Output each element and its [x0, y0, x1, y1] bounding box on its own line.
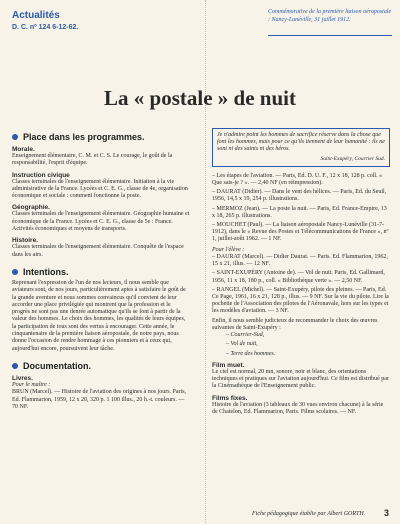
geographie-text: Classes terminales de l'enseignement élémentaire. Géographie humaine et économique de la France. Lycées et C. E. G., classe de 5e : France. Activités économiques et moyens de transports. [12, 211, 190, 233]
enfin-text: Enfin, il nous semble judicieux de recommander le choix des œuvres suivantes de Saint-Exupéry : [212, 317, 378, 331]
column-divider [205, 0, 206, 524]
subheading-geographie: Géographie. [12, 204, 50, 212]
header-left [12, 10, 78, 31]
films-fixes-text: Histoire de l'aviation (3 tableaux de 30 vues environ chacune) à la série de Chatelon, Ed. Flammarion, Paris. Films scolaires. — NF. [212, 401, 384, 415]
book-entry: – MERMOZ (Jean). — La poste la nuit. — Paris, Ed. France-Empire, 13 x 18, 265 p. illustrations. [212, 206, 390, 220]
bullet-icon [12, 363, 18, 369]
section-heading: Intentions. [23, 266, 69, 277]
section-heading: Documentation. [23, 360, 92, 371]
histoire-text: Classes terminales de l'enseignement élémentaire. Conquête de l'espace dans les airs. [12, 244, 184, 258]
list-item: – Terre des hommes. [226, 351, 390, 358]
quote-text: Je n'admire point les hommes de sacrifice réserve dans la chose que font les hommes, mais pour ce qu'ils tiennent de leur humanité : ils ne sont ni des saints ni des héros. [217, 132, 385, 153]
list-item: – Courrier-Sud, [226, 332, 390, 339]
subheading-livres: Livres. [12, 374, 33, 382]
book-entry: – DAURAT (Didier). — Dans le vent des hélices. — Paris, Ed. du Seuil, 1956, 14,5 x 19, 254 p. illustrations. [212, 189, 390, 203]
section-documentation [12, 361, 190, 371]
subheading-histoire: Histoire. [12, 237, 39, 245]
book-entry: – Les étapes de l'aviation. — Paris, Ed. D. U. F., 12 x 18, 128 p. coll. « Que sais-je ? ». — 2,40 NF (en réimpression). [212, 173, 390, 187]
list-item: – Vol de nuit, [226, 341, 390, 348]
subheading-morale: Morale. [12, 146, 35, 153]
commemoration-note: Commémorative de la première liaison aéropostale : Nancy-Lunéville, 31 juillet 1912. [268, 9, 392, 23]
saint-exupery-list [212, 332, 390, 358]
footer-credit: Fiche pédagogique établie par Albert GORTH. [252, 511, 366, 517]
section-heading: Place dans les programmes. [23, 132, 145, 142]
header-rule [268, 35, 392, 36]
subheading-film: Film muet. [212, 361, 245, 369]
book-entry: BRUN (Marcel). — Histoire de l'aviation des origines à nos jours. Paris, Ed. Flammarion, 1959, 12 x 20, 320 p. 1 100 illus., 20 h.-t. couleurs. — 70 NF. [12, 389, 187, 410]
section-intentions [12, 267, 190, 277]
quote-author: Saint-Exupéry, Courrier Sud. [320, 155, 385, 162]
page-title: La « postale » de nuit [104, 86, 296, 110]
quote-box [212, 128, 390, 167]
film-text: Le ciel est normal, 20 mn, sonore, noir et blanc, des orientations techniques et pratiques sur l'aviation aujourd'hui. Ce film est distribué par la Cinémathèque de l'Enseignement public. [212, 368, 389, 390]
book-entry: – RANGEL (Michel). — Saint-Exupéry, pilote des pleines. — Paris, Ed. Ce Page, 1961, 16 x 21, 128 p., illus. — 9 NF. Sur la vie du pilote. Lire la pochette de l'Association des pilotes de l'Aéronavale, hors sur les types et les modèles d'aviation. — 3 NF. [212, 287, 390, 316]
maitre-label: Pour le maître : [12, 381, 51, 388]
bullet-icon [12, 269, 18, 275]
book-entry: – SAINT-EXUPÉRY (Antoine de). — Vol de nuit. Paris, Ed. Gallimard, 1956, 11 x 18, 180 p., coll. « Bibliothèque verte ». — 2,50 NF. [212, 270, 390, 284]
bullet-icon [12, 134, 18, 140]
subheading-films-fixes: Films fixes. [212, 394, 248, 402]
subheading-instruction: Instruction civique [12, 171, 70, 179]
book-list-student [212, 254, 390, 316]
book-entry: – MOUCHET (Paul). — La liaison aéropostale Nancy-Lunéville (31-7-1912), dans le « Revue des Postes et Télécommunications de France », nº 1, juillet-août 1962. — 1 NF. [212, 222, 390, 244]
issue-number: D. C. nº 124 6-12-62. [12, 24, 79, 31]
section-programmes [12, 132, 190, 142]
page-number: 3 [384, 508, 390, 518]
morale-text: Enseignement élémentaire, C. M. et C. S. Le courage, le goût de la responsabilité, l'esprit d'équipe. [12, 153, 173, 167]
intentions-text: Reprenant l'expression de l'un de nos lecteurs, il nous semble que aviateurs sont, de nos jours, particulièrement aptes à satisfaire le goût de la grande aventure et nous sommes convaincus qu'il convient de leur accorder une place privilégiée qui montrent que la profession et le progrès ne sont pas une denrée automatique qu'ils se font à partir de la valeur des hommes. Le choix des hommes, les qualités de leurs équipes, la participation de tous sont des vertus à encourager. Cette année, le cinquantenaire de la première liaison aéropostale, de notre pays, nous donne l'occasion de rendre hommage à ces pionniers et à ceux qui, aujourd'hui encore, poursuivent leur tâche. [12, 279, 186, 352]
book-entry: – DAURAT (Marcel). — Didier Daurat. — Paris. Ed. Flammarion, 1962, 15 x 21, illus. — 12 NF. [212, 254, 390, 268]
section-label: Actualités [12, 10, 60, 21]
instruction-text: Classes terminales de l'enseignement élémentaire. Initiation à la vie administrative de la France. Lycées et C. E. G., classe de 4e, organisation économique et sociale : comment fonctionne la poste. [12, 178, 188, 200]
book-list-teacher [212, 173, 390, 244]
eleves-label: Pour l'élève : [212, 246, 245, 253]
right-column [212, 128, 390, 416]
left-column [12, 128, 190, 411]
